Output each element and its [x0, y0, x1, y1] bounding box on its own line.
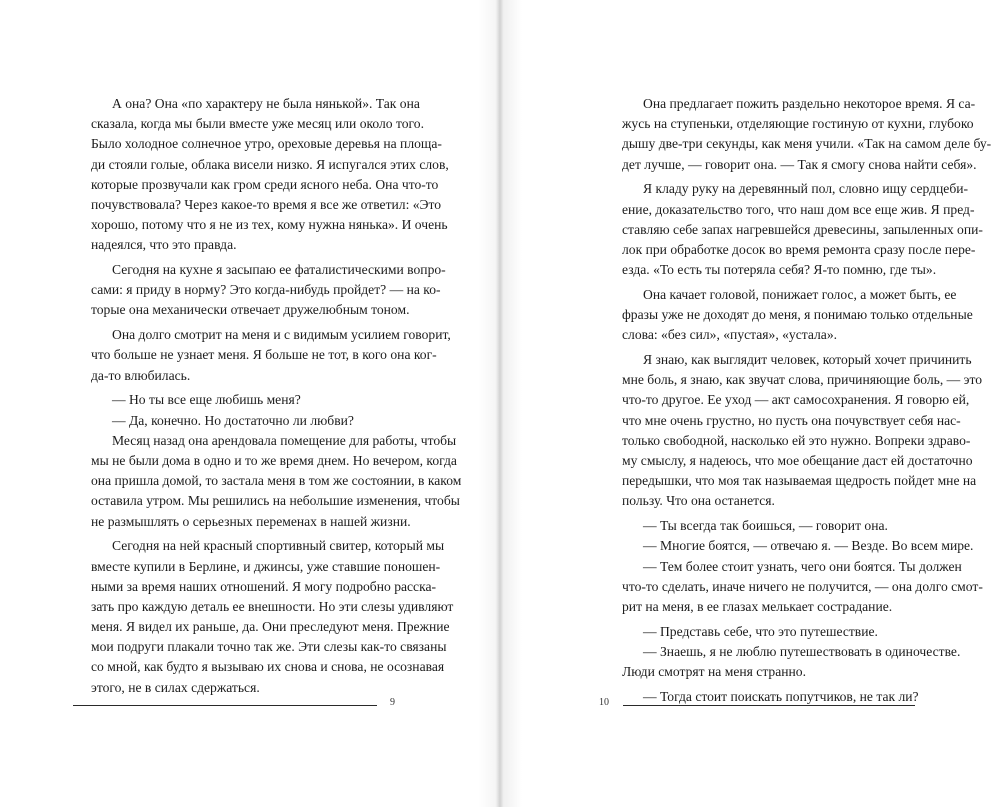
paragraph: [622, 516, 902, 536]
footer-rule: [73, 705, 377, 706]
right-page-text: [622, 94, 991, 707]
text-line: Месяц назад она арендовала помещение для работы, чтобы: [112, 432, 457, 448]
text-line: Она качает головой, понижает голос, а может быть, ее: [643, 286, 957, 302]
paragraph: [91, 260, 446, 321]
text-line: дышу две-три секунды, как меня учили. «Так на самом деле бу-: [622, 136, 991, 152]
gutter-shadow: [478, 0, 522, 807]
text-line: Сегодня на ней красный спортивный свитер, который мы: [112, 538, 445, 554]
paragraph: [622, 179, 983, 280]
text-line: му смыслу, я надеюсь, что мое обещание даст ей достаточно: [622, 452, 973, 468]
text-line: Я знаю, как выглядит человек, который хочет причинить: [643, 352, 972, 368]
text-line: слова: «без сил», «пустая», «устала».: [622, 327, 838, 343]
text-line: лок при обработке досок во время ремонта сразу после пере-: [622, 241, 976, 257]
right-page: [496, 0, 991, 807]
paragraph: [622, 536, 974, 556]
text-line: торые она механически отвечает дружелюбным тоном.: [91, 302, 410, 318]
text-line: сами: я приду в норму? Это когда-нибудь пройдет? — на ко-: [91, 282, 441, 298]
text-line: Сегодня на кухне я засыпаю ее фаталистическими вопро-: [112, 262, 446, 278]
text-line: вместе купили в Берлине, и джинсы, уже ставшие поношен-: [91, 558, 441, 574]
text-line: надеялся, что это правда.: [91, 237, 237, 253]
text-line: пользу. Что она останется.: [622, 493, 775, 509]
paragraph: [91, 94, 449, 256]
text-line: только свободной, насколько ей это нужно. Вопреки здраво-: [622, 432, 971, 448]
text-line: что-то сделать, иначе ничего не получится, — она долго смот-: [622, 578, 983, 594]
text-line: что больше не узнает меня. Я больше не тот, в кого она ког-: [91, 347, 437, 363]
text-line: которые прозвучали как гром среди ясного неба. Она что-то: [91, 176, 439, 192]
text-line: — Представь себе, что это путешествие.: [643, 623, 878, 639]
text-line: что мне очень грустно, но пусть она почувствует себя нас-: [622, 412, 961, 428]
text-line: ными за время наших отношений. Я могу подробно расска-: [91, 578, 437, 594]
text-line: меня. Я видел их раньше, да. Они преследуют меня. Прежние: [91, 619, 450, 635]
text-line: мои подруги плакали точно так же. Эти слезы как-то связаны: [91, 639, 447, 655]
text-line: ди стояли голые, облака висели низко. Я испугался этих слов,: [91, 156, 449, 172]
text-line: Она долго смотрит на меня и с видимым усилием говорит,: [112, 327, 451, 343]
text-line: мы не были дома в одно и то же время днем. Но вечером, когда: [91, 452, 457, 468]
paragraph: [91, 536, 454, 698]
text-line: оставила утром. Мы решились на небольшие изменения, чтобы: [91, 493, 460, 509]
text-line: этого, не в силах сдержаться.: [91, 679, 260, 695]
text-line: — Знаешь, я не люблю путешествовать в одиночестве.: [643, 643, 961, 659]
paragraph: [622, 350, 983, 512]
text-line: зать про каждую деталь ее внешности. Но эти слезы удивляют: [91, 598, 454, 614]
page-number: 9: [390, 697, 395, 708]
text-line: Она предлагает пожить раздельно некоторое время. Я са-: [643, 96, 976, 111]
text-line: — Многие боятся, — отвечаю я. — Везде. Во всем мире.: [643, 538, 974, 554]
text-line: не размышлять о серьезных переменах в нашей жизни.: [91, 513, 411, 529]
text-line: Было холодное солнечное утро, ореховые деревья на площа-: [91, 136, 442, 152]
text-line: — Ты всегда так боишься, — говорит она.: [643, 518, 888, 534]
text-line: ение, доказательство того, что наш дом все еще жив. Я пред-: [622, 201, 975, 217]
text-line: дет лучше, — говорит она. — Так я смогу снова найти себя».: [622, 156, 977, 172]
text-line: передышки, что моя так называемая щедрость пойдет мне на: [622, 473, 977, 489]
text-line: хорошо, потому что я не из тех, кому нужна нянька». И очень: [91, 217, 448, 233]
left-page-text: [91, 94, 462, 698]
paragraph: [622, 622, 902, 642]
text-line: А она? Она «по характеру не была нянькой». Так она: [112, 96, 420, 111]
text-line: — Тем более стоит узнать, чего они боятся. Ты должен: [643, 558, 962, 574]
text-line: Я кладу руку на деревянный пол, словно ищу сердцеби-: [643, 181, 969, 197]
text-line: — Тогда стоит поискать попутчиков, не так ли?: [643, 688, 919, 704]
text-line: фразы уже не доходят до меня, я понимаю только отдельные: [622, 307, 973, 323]
text-line: — Да, конечно. Но достаточно ли любви?: [112, 412, 354, 428]
text-line: что-то другое. Ее уход — акт самосохранения. Я говорю ей,: [622, 392, 970, 408]
paragraph: [91, 390, 369, 410]
text-line: рит на меня, в ее глазах мелькает сострадание.: [622, 598, 893, 614]
text-line: Люди смотрят на меня странно.: [622, 664, 807, 680]
paragraph: [622, 687, 919, 707]
text-line: со мной, как будто я вызываю их снова и снова, не осознавая: [91, 659, 445, 675]
text-line: жусь на ступеньки, отделяющие гостиную от кухни, глубоко: [622, 116, 974, 132]
text-line: мне боль, я знаю, как звучат слова, причиняющие боль, — это: [622, 372, 983, 388]
text-line: — Но ты все еще любишь меня?: [112, 392, 301, 408]
paragraph: [622, 94, 991, 175]
paragraph: [622, 557, 983, 618]
paragraph: [622, 285, 973, 346]
footer-rule: [623, 705, 915, 706]
page-number: 10: [599, 697, 609, 708]
paragraph: [91, 431, 462, 532]
text-line: она пришла домой, то застала меня в том же состоянии, в каком: [91, 473, 462, 489]
text-line: езда. «То есть ты потеряла себя? Я-то помню, где ты».: [622, 262, 937, 278]
text-line: да-то влюбилась.: [91, 367, 191, 383]
paragraph: [91, 325, 451, 386]
text-line: ставляю себе запах нагревшейся древесины, запыленных опи-: [622, 221, 983, 237]
paragraph: [622, 642, 961, 682]
paragraph: [91, 411, 369, 431]
text-line: сказала, когда мы были вместе уже месяц или около того.: [91, 116, 424, 132]
text-line: почувствовала? Через какое-то время я все же ответил: «Это: [91, 196, 442, 212]
